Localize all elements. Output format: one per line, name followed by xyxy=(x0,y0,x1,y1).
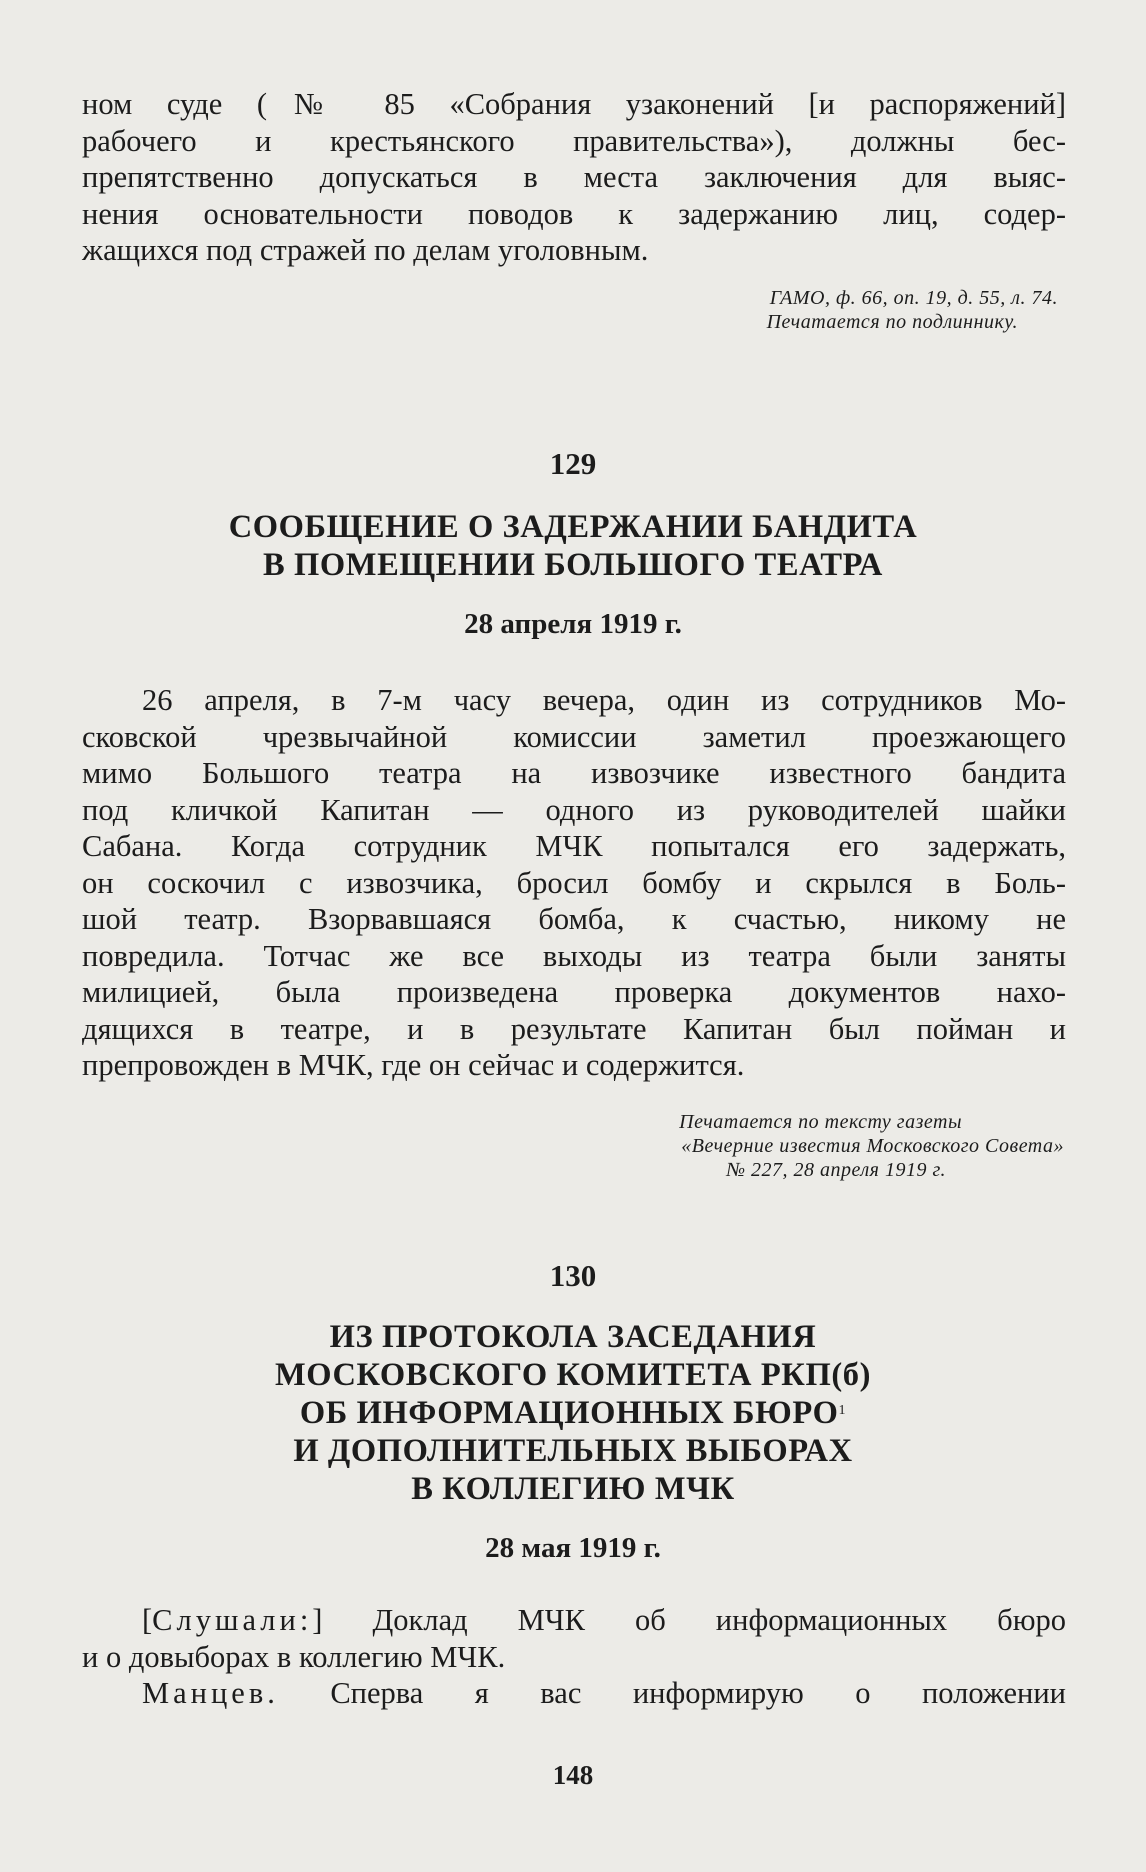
source-note: Печатается по тексту газеты xyxy=(679,1111,962,1133)
document-number: 130 xyxy=(549,1258,597,1293)
text-line: 26 апреля, в 7-м часу вечера, один из сотрудников Мо- xyxy=(142,683,1066,717)
document-number: 129 xyxy=(549,446,597,481)
text-line: препятственно допускаться в места заключения для выяс- xyxy=(82,160,1066,194)
source-note: «Вечерние известия Московского Совета» xyxy=(681,1135,1064,1157)
document-title xyxy=(0,1318,1146,1508)
title-line: МОСКОВСКОГО КОМИТЕТА РКП(б) xyxy=(274,1357,872,1393)
text-line: шой театр. Взорвавшаяся бомба, к счастью, никому не xyxy=(82,902,1066,936)
text-line: препровожден в МЧК, где он сейчас и содержится. xyxy=(82,1048,745,1082)
text-line: и о довыборах в коллегию МЧК. xyxy=(82,1639,506,1674)
document-date: 28 мая 1919 г. xyxy=(485,1532,661,1564)
text-line: рабочего и крестьянского правительства»), должны бес- xyxy=(82,123,1066,158)
heard-label: Слушали: xyxy=(152,1603,313,1637)
text-line: [Слушали:] Доклад МЧК об информационных бюро xyxy=(142,1603,1066,1637)
speaker-name: Манцев. xyxy=(142,1676,279,1710)
archive-reference: ГАМО, ф. 66, оп. 19, д. 55, л. 74. xyxy=(769,287,1058,309)
text-line: он соскочил с извозчика, бросил бомбу и скрылся в Боль- xyxy=(82,865,1066,900)
title-line: В ПОМЕЩЕНИИ БОЛЬШОГО ТЕАТРА xyxy=(263,547,883,583)
title-line: И ДОПОЛНИТЕЛЬНЫХ ВЫБОРАХ xyxy=(293,1433,853,1469)
text-line: дящихся в театре, и в результате Капитан был пойман и xyxy=(82,1011,1066,1046)
text-line: милицией, была произведена проверка документов нахо- xyxy=(82,975,1066,1009)
text-line: Сабана. Когда сотрудник МЧК попытался его задержать, xyxy=(82,829,1066,863)
document-body xyxy=(82,682,1066,1084)
text-line: нения основательности поводов к задержанию лиц, содер- xyxy=(82,196,1066,231)
title-line: В КОЛЛЕГИЮ МЧК xyxy=(411,1471,735,1507)
title-line-text: ОБ ИНФОРМАЦИОННЫХ БЮРО xyxy=(299,1395,839,1431)
title-line: СООБЩЕНИЕ О ЗАДЕРЖАНИИ БАНДИТА xyxy=(228,509,918,545)
top-paragraph xyxy=(82,86,1066,269)
page-number: 148 xyxy=(552,1760,594,1790)
heard-text: Доклад МЧК об информационных бюро xyxy=(372,1603,1066,1637)
document-date: 28 апреля 1919 г. xyxy=(464,608,682,640)
title-line: ИЗ ПРОТОКОЛА ЗАСЕДАНИЯ xyxy=(329,1319,817,1355)
footnote-marker: 1 xyxy=(838,1403,847,1418)
source-note: № 227, 28 апреля 1919 г. xyxy=(726,1159,946,1181)
text-line: мимо Большого театра на извозчике известного бандита xyxy=(82,756,1066,790)
text-line: повредила. Тотчас же все выходы из театра были заняты xyxy=(82,938,1066,973)
text-line: ном суде (№ 85 «Собрания узаконений [и распоряжений] xyxy=(82,87,1066,121)
text-line xyxy=(82,1675,1066,1712)
speech-text: Сперва я вас информирую о положении xyxy=(330,1676,1066,1710)
document-title xyxy=(0,508,1146,584)
document-body xyxy=(82,1602,1066,1712)
source-note: Печатается по подлиннику. xyxy=(766,311,1018,333)
text-line: жащихся под стражей по делам уголовным. xyxy=(82,233,649,267)
text-line: под кличкой Капитан — одного из руководителей шайки xyxy=(82,792,1066,827)
title-line xyxy=(0,1394,1146,1432)
text-line: сковской чрезвычайной комиссии заметил проезжающего xyxy=(82,719,1066,754)
